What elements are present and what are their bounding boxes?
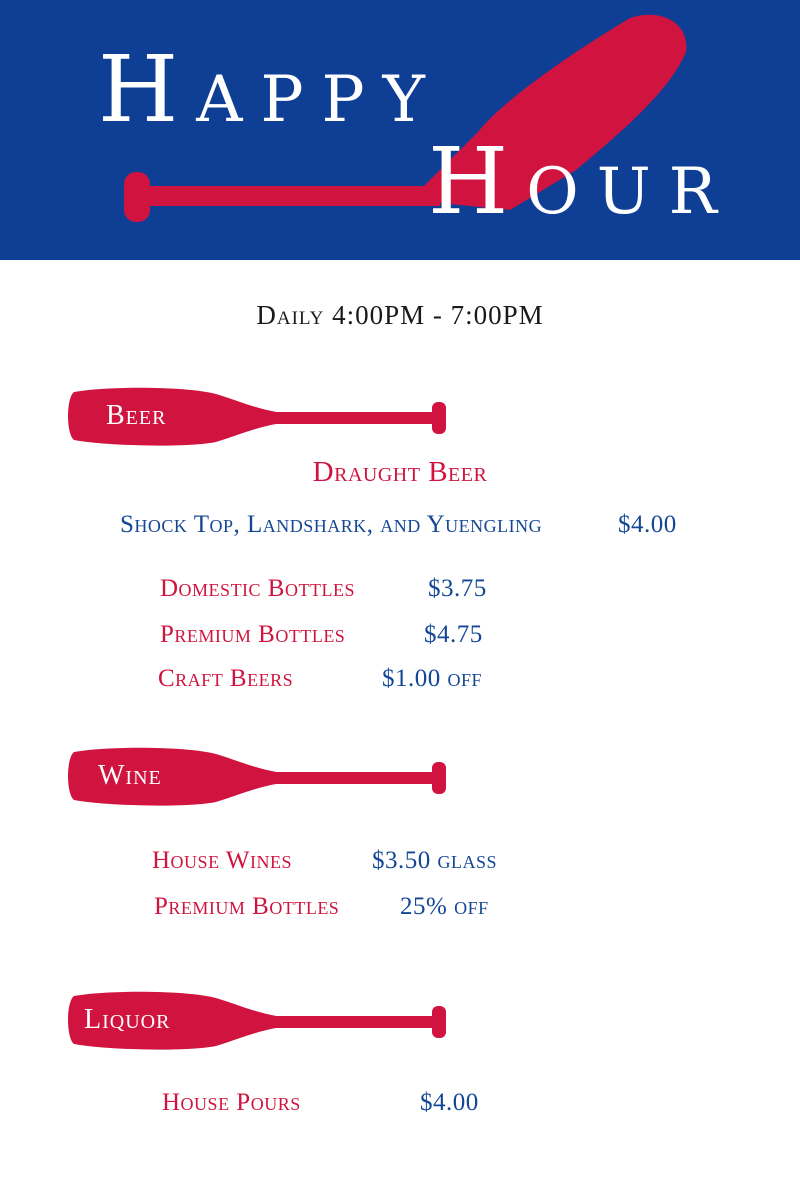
paddle-wine (66, 744, 450, 808)
section-label-beer: Beer (106, 400, 167, 431)
paddle-liquor (66, 988, 450, 1052)
section-label-liquor: Liquor (84, 1004, 171, 1035)
section-label-wine: Wine (98, 760, 162, 791)
header-banner (0, 0, 800, 260)
item-name: House Wines (152, 847, 292, 874)
item-price: $3.50 glass (372, 847, 498, 874)
draught-beer-list: Shock Top, Landshark, and Yuengling (120, 511, 543, 538)
item-name: House Pours (162, 1089, 301, 1116)
item-price: 25% off (400, 893, 489, 920)
title-hour: Hour (428, 128, 735, 235)
item-name: Domestic Bottles (160, 575, 355, 602)
draught-beer-price: $4.00 (618, 511, 677, 538)
item-price: $4.00 (420, 1089, 479, 1116)
item-name: Craft Beers (158, 665, 294, 692)
item-name: Premium Bottles (160, 621, 346, 648)
draught-beer-title: Draught Beer (312, 456, 488, 488)
item-price: $4.75 (424, 621, 483, 648)
item-price: $1.00 off (382, 665, 483, 692)
item-price: $3.75 (428, 575, 487, 602)
title-happy: Happy (98, 36, 443, 143)
item-name: Premium Bottles (154, 893, 340, 920)
hours-text: Daily 4:00PM - 7:00PM (256, 300, 544, 330)
paddle-beer (66, 384, 450, 448)
